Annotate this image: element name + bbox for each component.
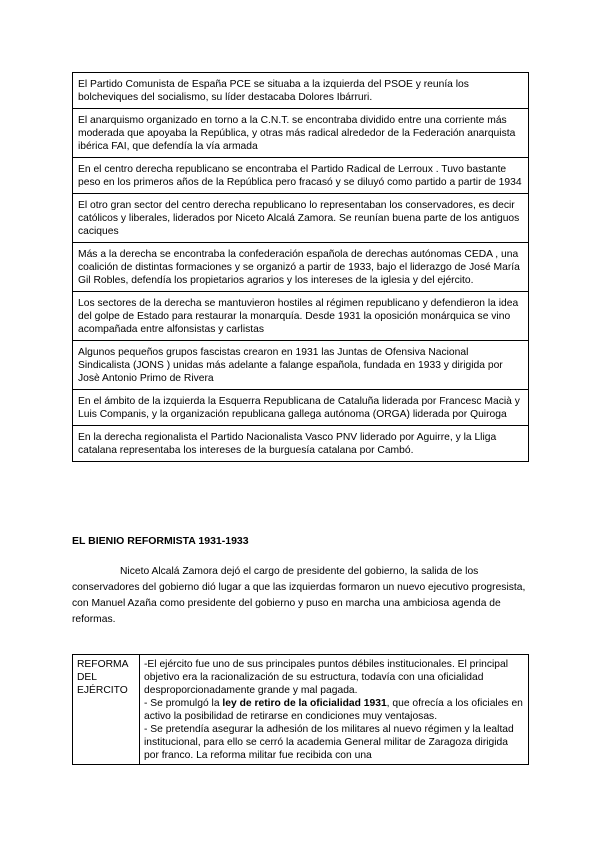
table-row <box>73 655 529 765</box>
reform-content <box>140 655 529 765</box>
party-cell-esquerra: En el ámbito de la izquierda la Esquerra Republicana de Cataluña liderada por Francesc Macià y Luis Companis, y la organización republicana gallega autónoma (ORGA) liderada por Quiroga <box>73 390 529 426</box>
reform-p2-after: , que ofrecía a los oficiales en activo la posibilidad de retirarse en condiciones muy ventajosas. <box>144 698 523 722</box>
section-title: EL BIENIO REFORMISTA 1931-1933 <box>72 535 249 547</box>
party-cell-ceda: Más a la derecha se encontraba la confederación española de derechas autónomas CEDA , una coalición de distintas formaciones y se organizó a partir de 1933, bajo el liderazgo de José María Gil Robles, defendía los propietarios agrarios y los intereses de la iglesia y del ejército. <box>73 243 529 292</box>
party-cell-pce: El Partido Comunista de España PCE se situaba a la izquierda del PSOE y reunía los bolcheviques del socialismo, su líder destacaba Dolores Ibárruri. <box>73 73 529 109</box>
table-row <box>73 341 529 390</box>
party-cell-cnt: El anarquismo organizado en torno a la C.N.T. se encontraba dividido entre una corriente más moderada que apoyaba la República, y otras más radical alrededor de la Federación anarquista ibérica FAI, que defendía la vía armada <box>73 109 529 158</box>
party-cell-jons: Algunos pequeños grupos fascistas crearon en 1931 las Juntas de Ofensiva Nacional Sindicalista (JONS ) unidas más adelante a falange española, fundada en 1933 y dirigida por Josè Antonio Primo de Rivera <box>73 341 529 390</box>
table-row <box>73 292 529 341</box>
party-cell-pnv: En la derecha regionalista el Partido Nacionalista Vasco PNV liderado por Aguirre, y la Lliga catalana representaba los intereses de la burguesía catalana por Cambó. <box>73 426 529 462</box>
reform-paragraph-3: - Se pretendía asegurar la adhesión de los militares al nuevo régimen y la lealtad institucional, para ello se cerró la academia General militar de Zaragoza dirigida por franco. La reforma militar fue recibida con una <box>144 724 514 761</box>
intro-paragraph: Niceto Alcalá Zamora dejó el cargo de presidente del gobierno, la salida de los conservadores del gobierno dió lugar a que las izquierdas formaron un nuevo ejecutivo progresista, con Manuel Azaña como presidente del gobierno y puso en marcha una ambiciosa agenda de reformas. <box>72 566 526 625</box>
table-row <box>73 158 529 194</box>
table-row <box>73 194 529 243</box>
reform-paragraph-1: -El ejército fue uno de sus principales puntos débiles institucionales. El principal objetivo era la racionalización de su estructura, todavía con una oficialidad desproporcionadamente grande y mal pagada. <box>144 659 509 696</box>
reform-paragraph-2 <box>144 697 524 723</box>
party-cell-conservadores: El otro gran sector del centro derecha republicano lo representaban los conservadores, es decir católicos y liberales, liderados por Niceto Alcalá Zamora. Se reunían buena parte de los antiguos caciques <box>73 194 529 243</box>
table-row <box>73 109 529 158</box>
reform-law-name: ley de retiro de la oficialidad 1931 <box>222 698 387 709</box>
table-row <box>73 73 529 109</box>
party-cell-monarquicos: Los sectores de la derecha se mantuvieron hostiles al régimen republicano y defendieron la idea del golpe de Estado para restaurar la monarquía. Desde 1931 la oposición monárquica se vino acompañada entre alfonsistas y carlistas <box>73 292 529 341</box>
table-row <box>73 243 529 292</box>
reform-p2-before: - Se promulgó la <box>144 698 223 709</box>
reform-label: REFORMA DEL EJÉRCITO <box>73 655 140 765</box>
political-parties-table <box>72 72 529 462</box>
table-row <box>73 390 529 426</box>
reform-table <box>72 654 529 765</box>
party-cell-radical: En el centro derecha republicano se encontraba el Partido Radical de Lerroux . Tuvo bastante peso en los primeros años de la República pero fracasó y se diluyó como partido a partir de 1934 <box>73 158 529 194</box>
table-row <box>73 426 529 462</box>
